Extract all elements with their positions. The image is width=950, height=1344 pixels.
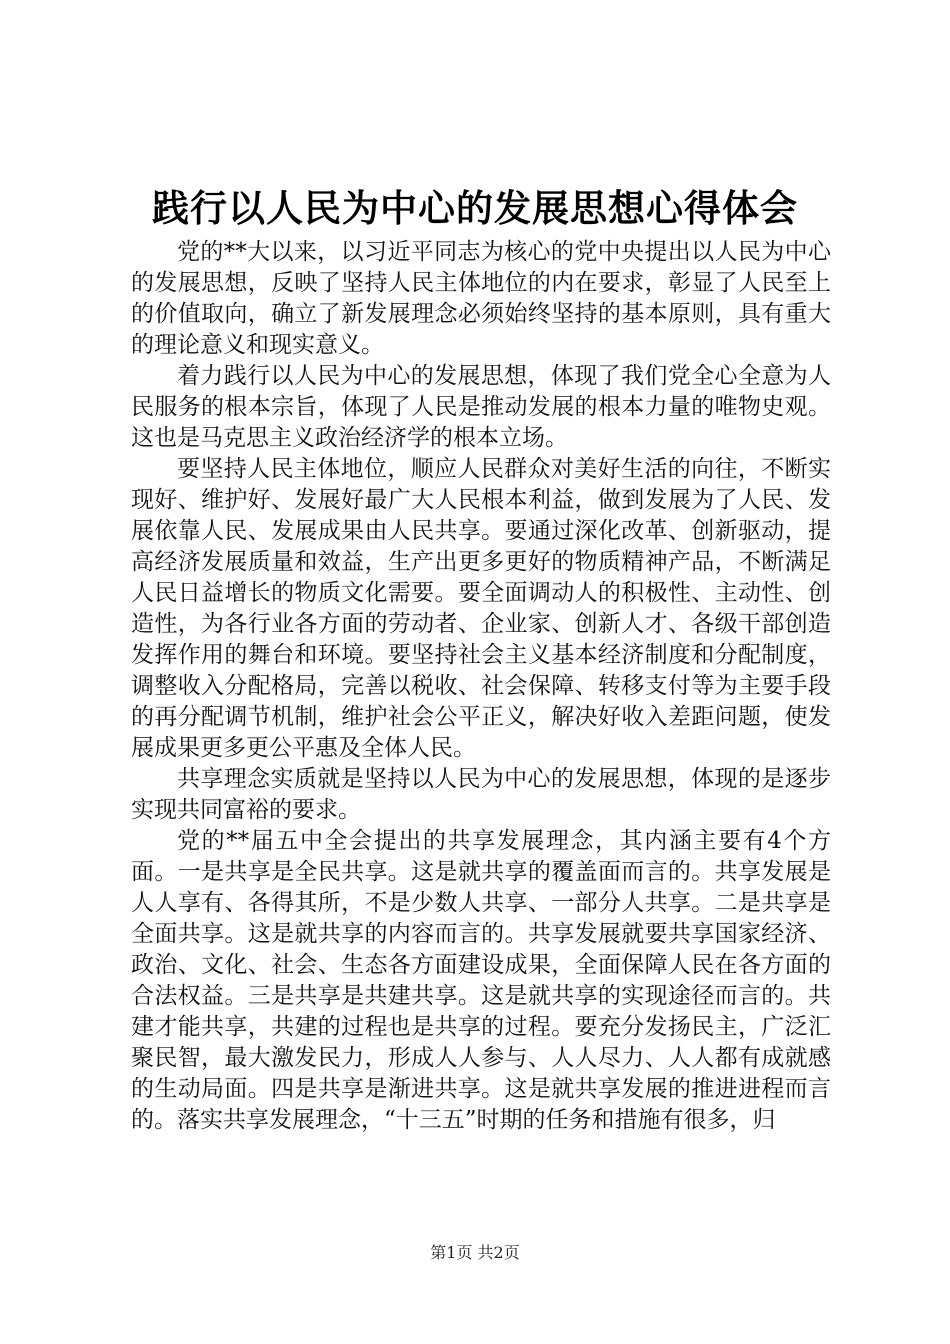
paragraph: 着力践行以人民为中心的发展思想，体现了我们党全心全意为人民服务的根本宗旨，体现了人民是推动发展的根本力量的唯物史观。这也是马克思主义政治经济学的根本立场。 — [131, 363, 831, 451]
paragraph: 要坚持人民主体地位，顺应人民群众对美好生活的向往，不断实现好、维护好、发展好最广大人民根本利益，做到发展为了人民、发展依靠人民、发展成果由人民共享。要通过深化改革、创新驱动，提高经济发展质量和效益，生产出更多更好的物质精神产品，不断满足人民日益增长的物质文化需要。要全面调动人的积极性、主动性、创造性，为各行业各方面的劳动者、企业家、创新人才、各级干部创造发挥作用的舞台和环境。要坚持社会主义基本经济制度和分配制度，调整收入分配格局，完善以税收、社会保障、转移支付等为主要手段的再分配调节机制，维护社会公平正义，解决好收入差距问题，使发展成果更多更公平惠及全体人民。 — [131, 456, 831, 761]
document-title: 践行以人民为中心的发展思想心得体会 — [152, 187, 798, 230]
page-number-footer: 第1页 共2页 — [430, 1243, 520, 1262]
paragraph: 共享理念实质就是坚持以人民为中心的发展思想，体现的是逐步实现共同富裕的要求。 — [131, 766, 831, 823]
document-body — [131, 237, 831, 1136]
paragraph: 党的**大以来，以习近平同志为核心的党中央提出以人民为中心的发展思想，反映了坚持人民主体地位的内在要求，彰显了人民至上的价值取向，确立了新发展理念必须始终坚持的基本原则，具有重大的理论意义和现实意义。 — [131, 239, 831, 358]
paragraph: 党的**届五中全会提出的共享发展理念，其内涵主要有4个方面。一是共享是全民共享。这是就共享的覆盖面而言的。共享发展是人人享有、各得其所，不是少数人共享、一部分人共享。二是共享是全面共享。这是就共享的内容而言的。共享发展就要共享国家经济、政治、文化、社会、生态各方面建设成果，全面保障人民在各方面的合法权益。三是共享是共建共享。这是就共享的实现途径而言的。共建才能共享，共建的过程也是共享的过程。要充分发扬民主，广泛汇聚民智，最大激发民力，形成人人参与、人人尽力、人人都有成就感的生动局面。四是共享是渐进共享。这是就共享发展的推进进程而言的。落实共享发展理念，“十三五”时期的任务和措施有很多，归 — [131, 828, 831, 1133]
